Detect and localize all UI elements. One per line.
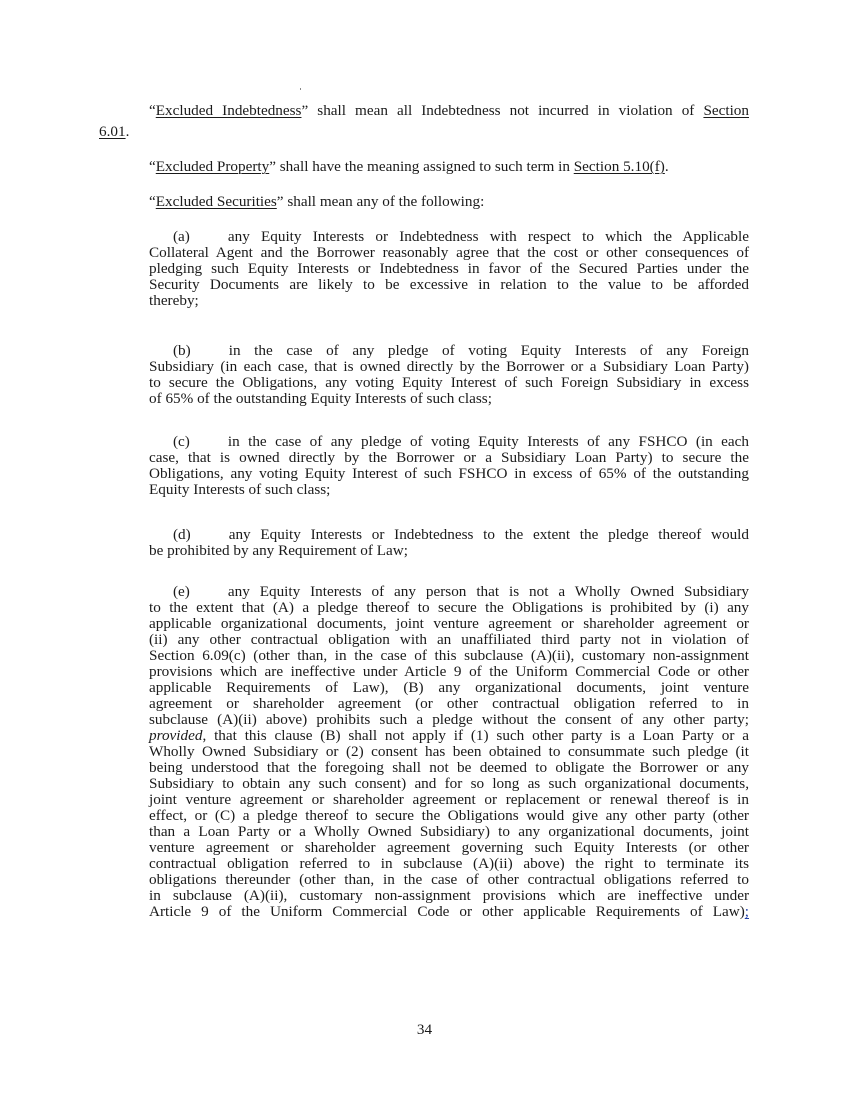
clause-e-line: effect, or (C) a pledge thereof to secure the Obligations would give any other party (other [149,807,749,824]
scan-mark [300,88,301,90]
clause-e-line: obligations thereunder (other than, in the case of other contractual obligations referred to [149,871,749,888]
clause-e-line: being understood that the foregoing shall not be deemed to obligate the Borrower or any [149,759,749,776]
clause-b-line: of 65% of the outstanding Equity Interests of such class; [149,390,492,407]
clause-d-line: be prohibited by any Requirement of Law; [149,542,408,559]
clause-e-line: Article 9 of the Uniform Commercial Code or other applicable Requirements of Law); [149,903,749,920]
clause-e-line: Subsidiary to obtain any such consent) and for so long as such organizational documents, [149,775,749,792]
clause-b-line: to secure the Obligations, any voting Equity Interest of such Foreign Subsidiary in excess [149,374,749,391]
clause-e-line: applicable organizational documents, joint venture agreement or shareholder agreement or [149,615,749,632]
definition-excluded-securities: “Excluded Securities” shall mean any of the following: [149,193,485,210]
clause-b-line: Subsidiary (in each case, that is owned directly by the Borrower or a Subsidiary Loan Party) [149,358,749,375]
provided-term: provided [149,727,203,744]
clause-e-line: (e) any Equity Interests of any person that is not a Wholly Owned Subsidiary [173,583,749,600]
clause-e-line: than a Loan Party or a Wholly Owned Subsidiary) to any organizational documents, joint [149,823,749,840]
definition-excluded-indebtedness-line-1: “Excluded Indebtedness” shall mean all Indebtedness not incurred in violation of Section [149,102,749,119]
clause-e-line: venture agreement or shareholder agreement governing such Equity Interests (or other [149,839,749,856]
section-ref-link[interactable]: 6.01 [99,123,126,140]
definition-excluded-property: “Excluded Property” shall have the meaning assigned to such term in Section 5.10(f). [149,158,669,175]
clause-e-line: Wholly Owned Subsidiary or (2) consent has been obtained to consummate such pledge (it [149,743,749,760]
term-excluded-securities: Excluded Securities [155,193,277,210]
clause-e-line: provisions which are ineffective under Article 9 of the Uniform Commercial Code or other [149,663,749,680]
clause-e-line: Section 6.09(c) (other than, in the case of this subclause (A)(ii), customary non-assignment [149,647,749,664]
clause-c-line: Equity Interests of such class; [149,481,331,498]
clause-c-line: (c) in the case of any pledge of voting Equity Interests of any FSHCO (in each [173,433,749,450]
clause-a-line: Security Documents are likely to be excessive in relation to the value to be afforded [149,276,749,293]
clause-e-line: provided, that this clause (B) shall not apply if (1) such other party is a Loan Party or a [149,727,749,744]
term-excluded-property: Excluded Property [155,158,270,175]
clause-e-line: applicable Requirements of Law), (B) any organizational documents, joint venture [149,679,749,696]
clause-e-line: (ii) any other contractual obligation with an unaffiliated third party not in violation of [149,631,749,648]
section-ref-link[interactable]: Section 5.10(f) [573,158,665,175]
clause-a-line: (a) any Equity Interests or Indebtedness with respect to which the Applicable [173,228,749,245]
clause-a-line: pledging such Equity Interests or Indebtedness in favor of the Secured Parties under the [149,260,749,277]
page-number: 34 [416,1021,433,1038]
clause-e-line: in subclause (A)(ii), customary non-assignment provisions which are ineffective under [149,887,749,904]
clause-c-line: Obligations, any voting Equity Interest of such FSHCO in excess of 65% of the outstanding [149,465,749,482]
clause-e-line: to the extent that (A) a pledge thereof to secure the Obligations is prohibited by (i) any [149,599,749,616]
clause-e-line: joint venture agreement or shareholder agreement or replacement or renewal thereof is in [149,791,749,808]
clause-a-line: thereby; [149,292,199,309]
clause-a-line: Collateral Agent and the Borrower reasonably agree that the cost or other consequences of [149,244,749,261]
clause-e-line: agreement or shareholder agreement (or other contractual obligation referred to in [149,695,749,712]
clause-b-line: (b) in the case of any pledge of voting Equity Interests of any Foreign [173,342,749,359]
definition-excluded-indebtedness-line-2: 6.01. [99,123,130,140]
clause-c-line: case, that is owned directly by the Borrower or a Subsidiary Loan Party) to secure the [149,449,749,466]
final-semicolon: ; [744,903,749,920]
term-excluded-indebtedness: Excluded Indebtedness [155,102,302,119]
clause-e-line: contractual obligation referred to in subclause (A)(ii) above) the right to terminate its [149,855,749,872]
clause-d-line: (d) any Equity Interests or Indebtedness to the extent the pledge thereof would [173,526,749,543]
clause-e-line: subclause (A)(ii) above) prohibits such a pledge without the consent of any other party; [149,711,749,728]
section-ref-link[interactable]: Section [703,102,749,119]
